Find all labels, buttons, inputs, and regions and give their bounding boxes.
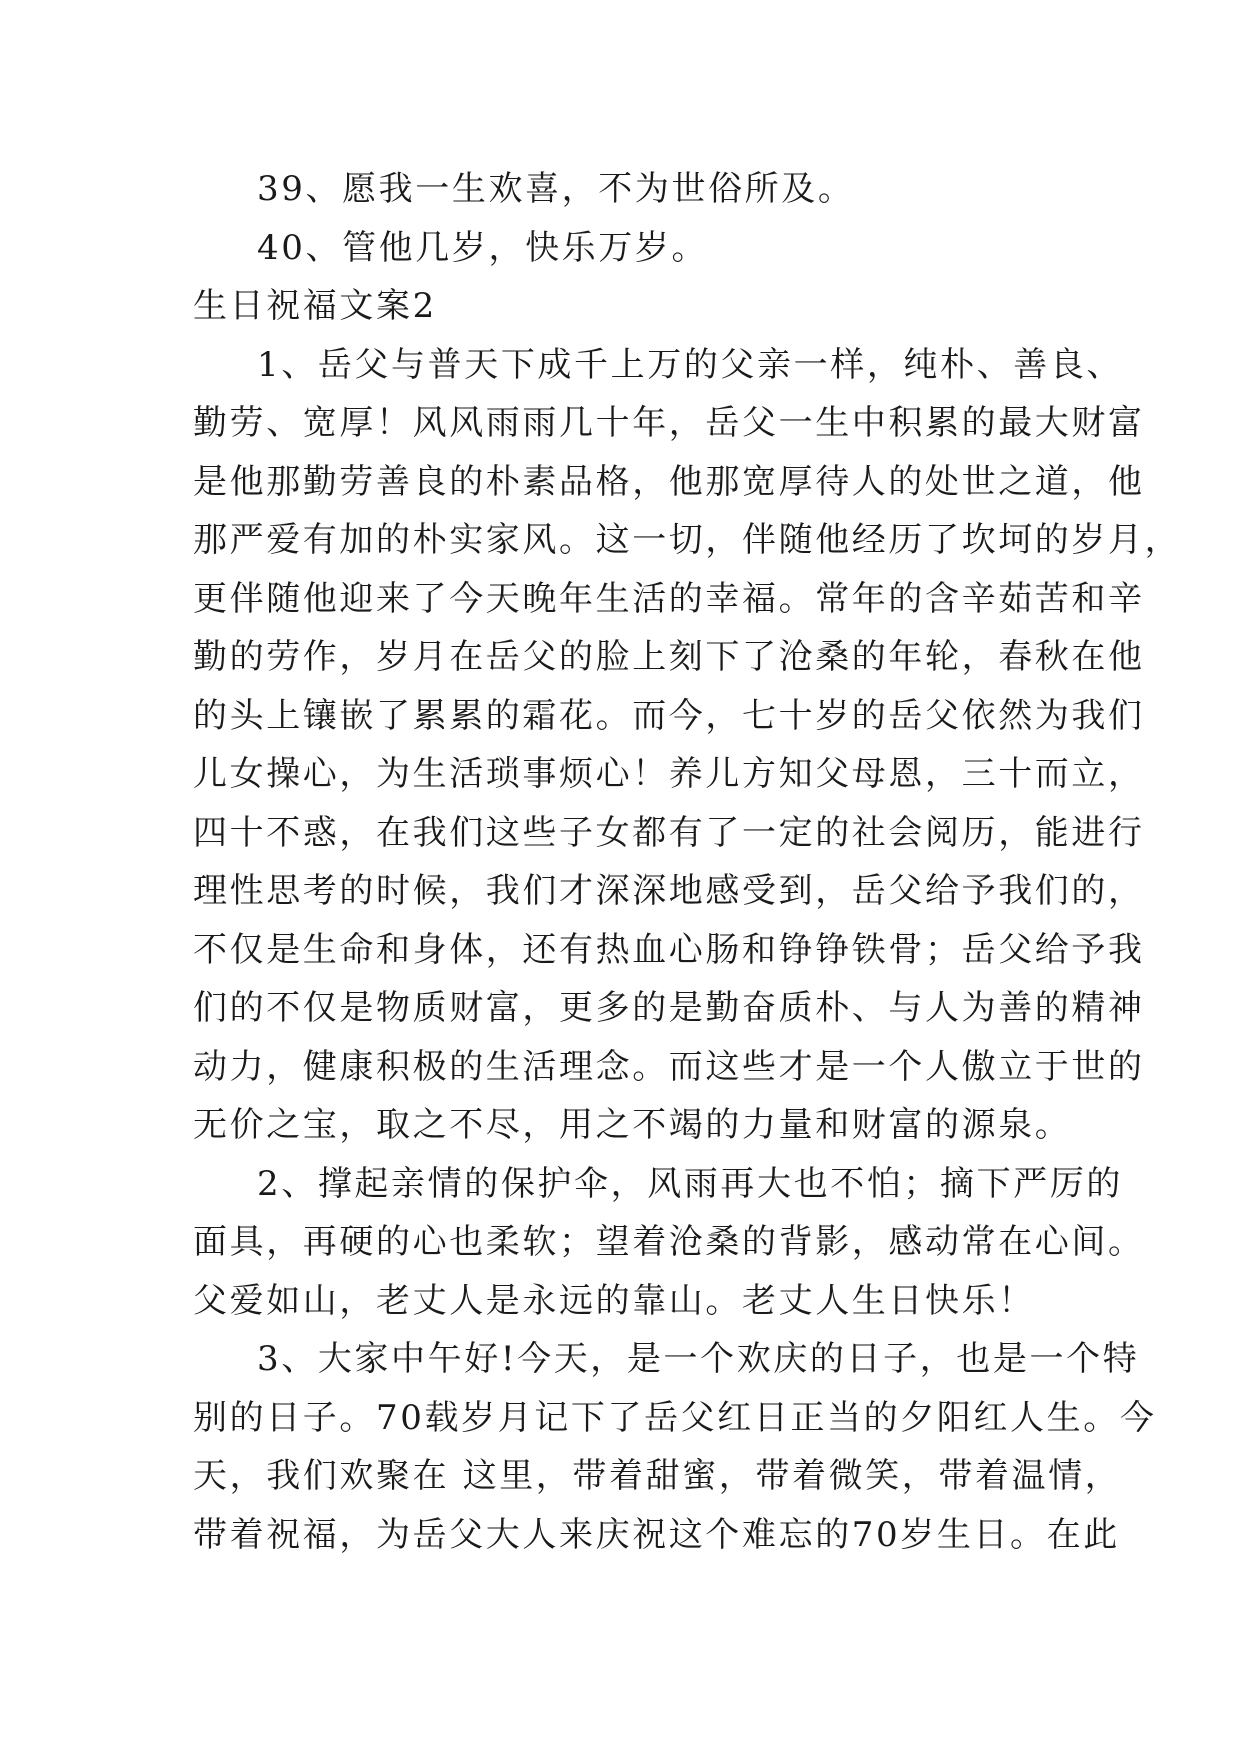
text-line: 的头上镶嵌了累累的霜花。而今，七十岁的岳父依然为我们 (193, 695, 1145, 736)
text-line: 勤劳、宽厚！风风雨雨几十年，岳父一生中积累的最大财富 (193, 403, 1145, 443)
text-line: 2、撑起亲情的保护伞，风雨再大也不怕；摘下严厉的 (257, 1163, 1124, 1204)
text-line: 别的日子。70载岁月记下了岳父红日正当的夕阳红人生。今 (193, 1397, 1157, 1438)
text-line: 儿女操心，为生活琐事烦心！养儿方知父母恩，三十而立， (193, 754, 1145, 794)
text-line: 们的不仅是物质财富，更多的是勤奋质朴、与人为善的精神 (193, 988, 1145, 1028)
text-line: 理性思考的时候，我们才深深地感受到，岳父给予我们的， (193, 871, 1145, 911)
text-line: 带着祝福，为岳父大人来庆祝这个难忘的70岁生日。在此 (193, 1514, 1120, 1555)
text-line: 是他那勤劳善良的朴素品格，他那宽厚待人的处世之道，他 (193, 461, 1145, 502)
text-line: 那严爱有加的朴实家风。这一切，伴随他经历了坎坷的岁月， (193, 520, 1182, 560)
text-line: 父爱如山，老丈人是永远的靠山。老丈人生日快乐！ (193, 1280, 1035, 1321)
document-body (193, 160, 1182, 1564)
text-line: 1、岳父与普天下成千上万的父亲一样，纯朴、善良、 (257, 344, 1124, 385)
text-line: 无价之宝，取之不尽，用之不竭的力量和财富的源泉。 (193, 1105, 1072, 1145)
text-line: 生日祝福文案2 (193, 286, 437, 326)
text-line: 勤的劳作，岁月在岳父的脸上刻下了沧桑的年轮，春秋在他 (193, 637, 1145, 677)
text-line: 更伴随他迎来了今天晚年生活的幸福。常年的含辛茹苦和辛 (193, 578, 1145, 619)
text-line: 40、管他几岁，快乐万岁。 (257, 227, 709, 268)
text-line: 动力，健康积极的生活理念。而这些才是一个人傲立于世的 (193, 1046, 1145, 1087)
text-line: 四十不惑，在我们这些子女都有了一定的社会阅历，能进行 (193, 812, 1145, 853)
text-line: 天，我们欢聚在 这里，带着甜蜜，带着微笑，带着温情， (193, 1456, 1122, 1496)
text-line: 39、愿我一生欢喜，不为世俗所及。 (257, 169, 855, 209)
text-line: 3、大家中午好!今天，是一个欢庆的日子，也是一个特 (257, 1339, 1140, 1379)
text-line: 不仅是生命和身体，还有热血心肠和铮铮铁骨；岳父给予我 (193, 929, 1145, 970)
text-line: 面具，再硬的心也柔软；望着沧桑的背影，感动常在心间。 (193, 1222, 1145, 1262)
